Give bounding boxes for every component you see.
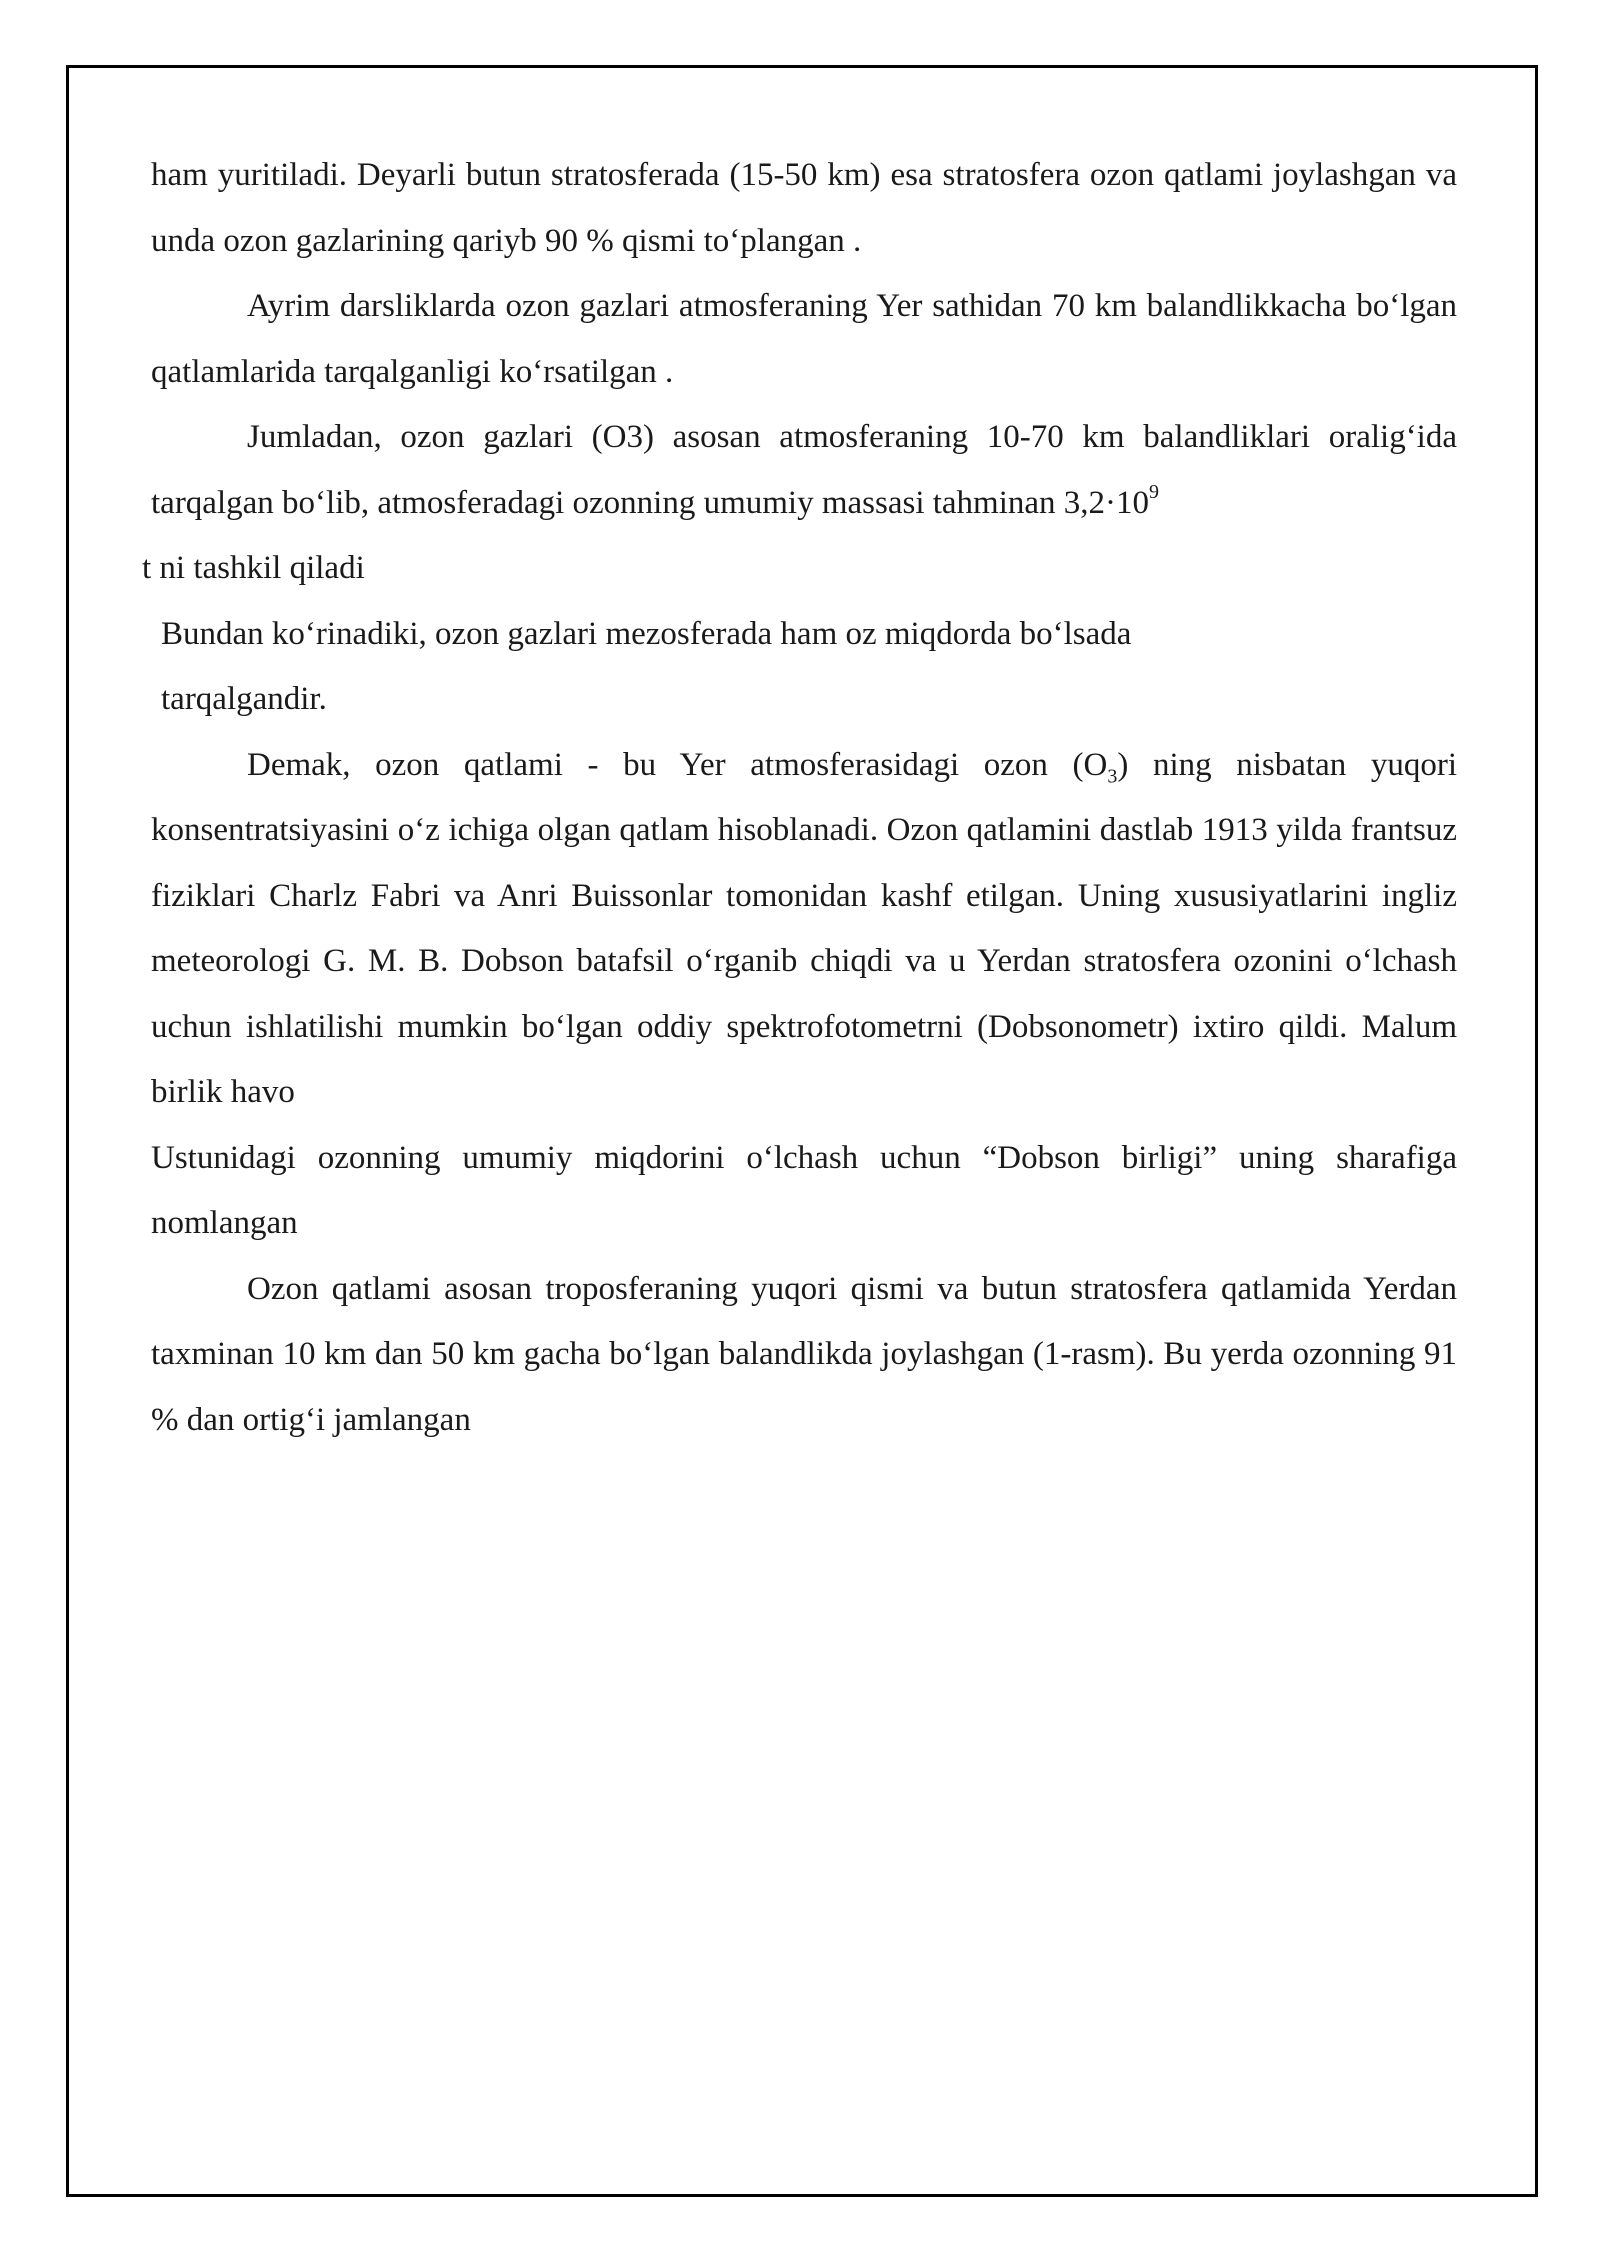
paragraph-5-text-after: ) ning nisbatan yuqori konsentratsiyasini o‘z ichiga olgan qatlam hisoblanadi. Ozon qatlamini dastlab 1913 yilda frantsuz fiziklari Charlz Fabri va Anri Buissonlar tomonidan kashf etilgan. Uning xususiyatlarini ingliz meteorologi G. M. B. Dobson batafsil o‘rganib chiqdi va u Yerdan stratosfera ozonini o‘lchash uchun ishlatilishi mumkin bo‘lgan oddiy spektrofotometrni (Dobsonometr) ixtiro qildi. Malum birlik havo <box>151 746 1457 1110</box>
paragraph-4-line-1: Bundan ko‘rinadiki, ozon gazlari mezosferada ham oz miqdorda bo‘lsada <box>161 615 1132 652</box>
paragraph-6-text: Ustunidagi ozonning umumiy miqdorini o‘lchash uchun “Dobson birligi” uning sharafiga nomlangan <box>151 1139 1457 1241</box>
paragraph-7-text: Ozon qatlami asosan troposferaning yuqori qismi va butun stratosfera qatlamida Yerdan taxminan 10 km dan 50 km gacha bo‘lgan balandlikda joylashgan (1-rasm). Bu yerda ozonning 91 % dan ortig‘i jamlangan <box>151 1270 1457 1438</box>
paragraph-3-text-after: t ni tashkil qiladi <box>142 550 365 586</box>
exponent-superscript: 9 <box>1149 480 1160 503</box>
paragraph-3-text-before: Jumladan, ozon gazlari (O3) asosan atmosferaning 10-70 km balandliklari oralig‘ida tarqalgan bo‘lib, atmosferadagi ozonning umumiy massasi tahminan 3,2·10 <box>151 419 1457 521</box>
paragraph-6 <box>151 1126 1457 1257</box>
ozone-subscript: 3 <box>1107 765 1118 788</box>
paragraph-1-text: ham yuritiladi. Deyarli butun stratosferada (15-50 km) esa stratosfera ozon qatlami joylashgan va unda ozon gazlarining qariyb 90 % qismi to‘plangan . <box>151 157 1457 259</box>
paragraph-2-text: Ayrim darsliklarda ozon gazlari atmosferaning Yer sathidan 70 km balandlikkacha bo‘lgan qatlamlarida tarqalganligi ko‘rsatilgan . <box>151 288 1457 390</box>
paragraph-7 <box>151 1257 1457 1454</box>
paragraph-1 <box>151 143 1457 274</box>
paragraph-4 <box>151 602 1457 733</box>
paragraph-3 <box>142 405 1457 602</box>
paragraph-5 <box>151 733 1457 1126</box>
paragraph-2 <box>151 274 1457 405</box>
paragraph-4-line-2: tarqalgandir. <box>161 681 327 717</box>
document-body <box>142 143 1457 1453</box>
paragraph-5-text-before: Demak, ozon qatlami - bu Yer atmosferasidagi ozon (O <box>247 746 1108 783</box>
